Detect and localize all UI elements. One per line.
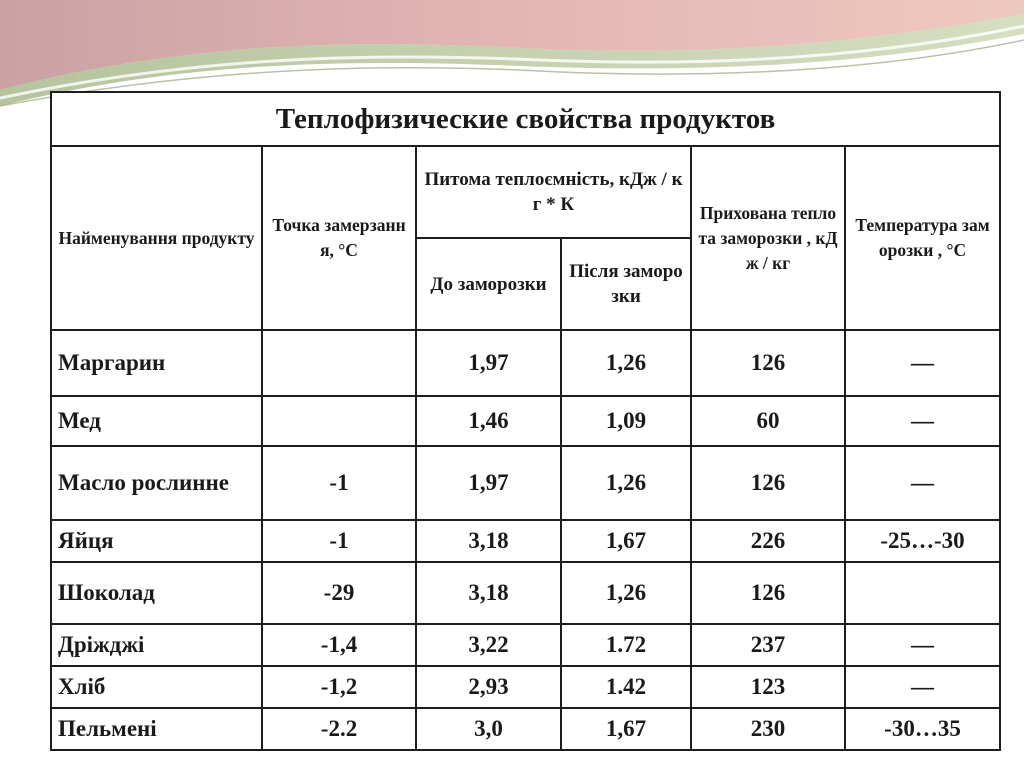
table-row: [51, 396, 1000, 446]
header-product-name: Найменування продукту: [51, 146, 262, 330]
latent-heat-cell: 126: [691, 330, 845, 396]
heat-after-cell: 1,26: [561, 562, 691, 624]
product-name-cell: Яйця: [51, 520, 262, 562]
freeze-temp-cell: -30…35: [845, 708, 1000, 750]
product-name-cell: Дріжджі: [51, 624, 262, 666]
freeze-temp-cell: —: [845, 396, 1000, 446]
product-name-cell: Хліб: [51, 666, 262, 708]
product-name-cell: Пельмені: [51, 708, 262, 750]
freeze-point-cell: [262, 396, 416, 446]
freeze-point-cell: -1: [262, 520, 416, 562]
latent-heat-cell: 126: [691, 562, 845, 624]
freeze-temp-cell: —: [845, 624, 1000, 666]
table-row: [51, 562, 1000, 624]
table-row: [51, 708, 1000, 750]
heat-after-cell: 1.42: [561, 666, 691, 708]
heat-before-cell: 3,18: [416, 562, 561, 624]
heat-before-cell: 3,18: [416, 520, 561, 562]
heat-before-cell: 1,46: [416, 396, 561, 446]
freeze-point-cell: -1,4: [262, 624, 416, 666]
product-name-cell: Шоколад: [51, 562, 262, 624]
table-row: [51, 520, 1000, 562]
latent-heat-cell: 230: [691, 708, 845, 750]
table-row: [51, 666, 1000, 708]
latent-heat-cell: 126: [691, 446, 845, 520]
heat-after-cell: 1.72: [561, 624, 691, 666]
header-freeze-point: Точка замерзання, °С: [262, 146, 416, 330]
freeze-temp-cell: —: [845, 330, 1000, 396]
table-row: [51, 446, 1000, 520]
freeze-point-cell: [262, 330, 416, 396]
freeze-temp-cell: —: [845, 446, 1000, 520]
product-name-cell: Маргарин: [51, 330, 262, 396]
latent-heat-cell: 237: [691, 624, 845, 666]
heat-after-cell: 1,67: [561, 708, 691, 750]
product-name-cell: Масло рослинне: [51, 446, 262, 520]
heat-before-cell: 3,22: [416, 624, 561, 666]
header-freeze-temp: Температура заморозки , °С: [845, 146, 1000, 330]
table-row: [51, 330, 1000, 396]
latent-heat-cell: 226: [691, 520, 845, 562]
product-name-cell: Мед: [51, 396, 262, 446]
heat-after-cell: 1,09: [561, 396, 691, 446]
latent-heat-cell: 60: [691, 396, 845, 446]
freeze-temp-cell: —: [845, 666, 1000, 708]
table-title: Теплофизические свойства продуктов: [51, 92, 1000, 146]
heat-before-cell: 3,0: [416, 708, 561, 750]
freeze-point-cell: -1: [262, 446, 416, 520]
freeze-point-cell: -2.2: [262, 708, 416, 750]
freeze-temp-cell: -25…-30: [845, 520, 1000, 562]
heat-before-cell: 1,97: [416, 330, 561, 396]
heat-after-cell: 1,26: [561, 330, 691, 396]
header-latent-heat: Прихована теплота заморозки , кДж / кг: [691, 146, 845, 330]
freeze-point-cell: -29: [262, 562, 416, 624]
freeze-point-cell: -1,2: [262, 666, 416, 708]
thermophysical-properties-table: [50, 91, 1001, 751]
header-after-freezing: Після заморозки: [561, 238, 691, 330]
heat-before-cell: 1,97: [416, 446, 561, 520]
table-row: [51, 624, 1000, 666]
heat-after-cell: 1,67: [561, 520, 691, 562]
heat-after-cell: 1,26: [561, 446, 691, 520]
header-before-freezing: До заморозки: [416, 238, 561, 330]
heat-before-cell: 2,93: [416, 666, 561, 708]
freeze-temp-cell: [845, 562, 1000, 624]
latent-heat-cell: 123: [691, 666, 845, 708]
header-specific-heat: Питома теплоємність, кДж / кг * К: [416, 146, 691, 238]
